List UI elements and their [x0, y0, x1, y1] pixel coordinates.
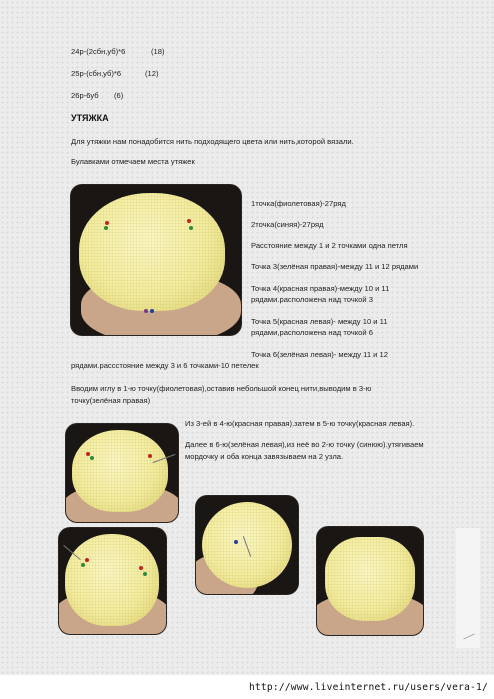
- pin-blue: [234, 540, 238, 544]
- row-text: 24р-(2сбн,уб)*6: [71, 47, 126, 56]
- photo-finished: [317, 527, 423, 635]
- row-26: [71, 91, 124, 101]
- photo-needle: [66, 424, 178, 522]
- intro-text: Для утяжки нам понадобится нить подходящего цвета или нить,которой вязали.: [71, 137, 354, 146]
- needle-text-cont: точку(зелёная правая): [71, 396, 151, 405]
- row-count: (6): [114, 91, 124, 100]
- step-2-text: Из 3-ей в 4-ю(красная правая).затем в 5-ю точку(красная левая).: [185, 419, 415, 428]
- point-1: 1точка(фиолетовая)-27ряд: [251, 199, 346, 208]
- point-3: Точка 3(зелёная правая)-между 11 и 12 рядами: [251, 262, 419, 271]
- photo-muzzle-back: [196, 496, 298, 594]
- row-count: (18): [151, 47, 165, 56]
- pins-text: Булавками отмечаем места утяжек: [71, 157, 195, 166]
- page-edge-mark: [456, 528, 480, 648]
- row-text: 26р-6уб: [71, 91, 99, 100]
- pin-green: [90, 456, 94, 460]
- footer-url[interactable]: http://www.liveinternet.ru/users/vera-1/: [248, 682, 488, 693]
- step-3-text: Далее в 6-ю(зелёная левая),из неё во 2-ю точку (синюю).утягиваем: [185, 440, 424, 449]
- row-text: 25р-(сбн,уб)*6: [71, 69, 122, 78]
- photo-tightened: [59, 528, 166, 634]
- point-2: 2точка(синяя)-27ряд: [251, 220, 324, 229]
- row-count: (12): [145, 69, 159, 78]
- pin-red: [148, 454, 152, 458]
- pin-green-right: [189, 226, 193, 230]
- point-4-cont: рядами.расположена над точкой 3: [251, 295, 373, 304]
- crochet-head: [72, 430, 168, 512]
- section-title: УТЯЖКА: [71, 113, 109, 123]
- row-25: [71, 69, 159, 79]
- crochet-head: [325, 537, 415, 621]
- step-3-text-cont: мордочку и оба конца завязываем на 2 узла.: [185, 452, 344, 461]
- point-distance: Расстояние между 1 и 2 точками одна петля: [251, 241, 408, 250]
- pin-green: [81, 563, 85, 567]
- point-5-cont: рядами,расположена над точкой 6: [251, 328, 373, 337]
- crochet-head: [65, 534, 159, 626]
- point-4: Точка 4(красная правая)-между 10 и 11: [251, 284, 390, 293]
- pin-green-left: [104, 226, 108, 230]
- row-24: [71, 47, 165, 57]
- point-6-cont: рядами.расcстояние между 3 и 6 точками-10 петелек: [71, 361, 259, 370]
- pin-green: [143, 572, 147, 576]
- photo-head-pins: [71, 185, 241, 335]
- pin-red: [139, 566, 143, 570]
- pin-blue: [150, 309, 154, 313]
- pin-purple: [144, 309, 148, 313]
- corner-stroke: [463, 634, 474, 640]
- point-6: Точка 6(зелёная левая)- между 11 и 12: [251, 350, 388, 359]
- needle-text: Вводим иглу в 1-ю точку(фиолетовая),оставив небольшой конец нити,выводим в 3-ю: [71, 384, 372, 393]
- pin-red-right: [187, 219, 191, 223]
- pin-red: [85, 558, 89, 562]
- pin-red-left: [105, 221, 109, 225]
- crochet-head: [79, 193, 225, 311]
- point-5: Точка 5(красная левая)- между 10 и 11: [251, 317, 388, 326]
- pin-red: [86, 452, 90, 456]
